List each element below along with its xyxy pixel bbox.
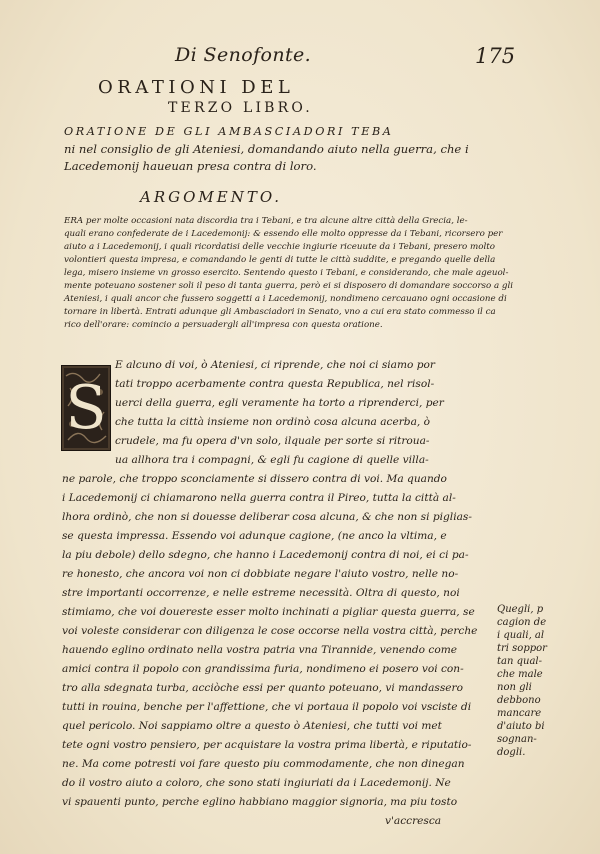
body-line: tete ogni vostro pensiero, per acquistare la vostra prima libertà, e riputatio-	[62, 739, 472, 751]
running-header: Di Senofonte.	[175, 44, 312, 66]
margin-note-line: debbono	[497, 695, 541, 706]
body-line: uerci della guerra, egli veramente ha torto a riprenderci, per	[115, 397, 444, 409]
margin-note-line: sognan-	[497, 734, 537, 745]
margin-note-line: che male	[497, 669, 543, 680]
decorated-initial	[61, 365, 111, 451]
body-line: amici contra il popolo con grandissima furia, nondimeno ei posero voi con-	[62, 663, 464, 675]
argomento-heading: ARGOMENTO.	[140, 188, 283, 206]
argomento-line: tornare in libertà. Entrati adunque gli Ambasciadori in Senato, vno a cui era stato commesso il ca	[64, 307, 496, 317]
body-line: tro alla sdegnata turba, acciòche essi per quanto poteuano, vi mandassero	[62, 682, 464, 694]
body-line: ua allhora tra i compagni, & egli fu cagione di quelle villa-	[115, 454, 429, 466]
margin-note-line: cagion de	[497, 617, 547, 628]
body-line: ne. Ma come potresti voi fare questo piu commodamente, che non dinegan	[62, 758, 465, 770]
body-line: E alcuno di voi, ò Ateniesi, ci riprende, che noi ci siamo por	[115, 359, 435, 371]
catchword: v'accresca	[385, 815, 442, 827]
margin-note-line: d'aiuto bi	[497, 721, 545, 732]
margin-note-line: tri soppor	[497, 643, 547, 654]
body-line: do il vostro aiuto a coloro, che sono stati ingiuriati da i Lacedemonij. Ne	[62, 777, 451, 789]
oration-title-line: ORATIONE DE GLI AMBASCIADORI TEBA	[64, 125, 394, 138]
body-line: lhora ordinò, che non si douesse deliberar cosa alcuna, & che non si piglias-	[62, 511, 472, 523]
body-line: vi spauenti punto, perche eglino habbiano maggior signoria, ma piu tosto	[62, 796, 458, 808]
argomento-line: aiuto a i Lacedemonij, i quali ricordatisi delle vecchie ingiurie riceuute da i Tebani, presero molto	[64, 242, 496, 252]
margin-note-line: Quegli, p	[497, 604, 544, 615]
oration-title-line: Lacedemonij haueuan presa contra di loro.	[64, 159, 317, 173]
argomento-line: lega, misero insieme vn grosso esercito. Sentendo questo i Tebani, e considerando, che male ageuol-	[64, 268, 509, 278]
drop-cap-letter: S	[65, 373, 107, 443]
body-line: ne parole, che troppo sconciamente si dissero contra di voi. Ma quando	[62, 473, 447, 485]
body-line: se questa impressa. Essendo voi adunque cagione, (ne anco la vltima, e	[62, 530, 447, 542]
body-line: tutti in rouina, benche per l'affettione, che vi portaua il popolo voi vsciste di	[62, 701, 472, 713]
argomento-line: volontieri questa impresa, e comandando le genti di tutte le città suddite, e pregando quelle della	[64, 255, 496, 265]
argomento-line: quali erano confederate de i Lacedemonij: & essendo elle molto oppresse da i Tebani, ricorsero per	[64, 229, 503, 239]
argomento-line: Ateniesi, i quali ancor che fussero soggetti a i Lacedemonij, nondimeno cercauano ogni occasione di	[64, 294, 507, 304]
page-number: 175	[475, 44, 516, 68]
body-line: quel pericolo. Noi sappiamo oltre a questo ò Ateniesi, che tutti voi met	[62, 720, 442, 732]
margin-note-line: tan qual-	[497, 656, 542, 667]
body-line: stimiamo, che voi douereste esser molto inchinati a pigliar questa guerra, se	[62, 606, 475, 618]
section-subtitle: TERZO LIBRO.	[168, 100, 313, 116]
margin-note-line: dogli.	[497, 747, 526, 758]
body-line: voi voleste considerar con diligenza le cose occorse nella vostra città, perche	[62, 625, 478, 637]
section-title: ORATIONI DEL	[98, 77, 295, 98]
oration-title-line: ni nel consiglio de gli Ateniesi, domandando aiuto nella guerra, che i	[64, 142, 469, 156]
argomento-line: rico dell'orare: comincio a persuadergli all'impresa con questa oratione.	[64, 320, 383, 330]
body-line: hauendo eglino ordinato nella vostra patria vna Tirannide, venendo come	[62, 644, 458, 656]
margin-note-line: mancare	[497, 708, 542, 719]
body-line: che tutta la città insieme non ordinò cosa alcuna acerba, ò	[115, 416, 431, 428]
body-line: i Lacedemonij ci chiamarono nella guerra contra il Pireo, tutta la città al-	[62, 492, 456, 504]
margin-note-line: i quali, al	[497, 630, 545, 641]
body-line: la piu debole) dello sdegno, che hanno i Lacedemonij contra di noi, ei ci pa-	[62, 549, 469, 561]
argomento-line: mente poteuano sostener soli il peso di tanta guerra, però ei si disposero di domandare soccorso a gli	[64, 281, 514, 291]
body-line: tati troppo acerbamente contra questa Republica, nel risol-	[115, 378, 435, 390]
body-line: re honesto, che ancora voi non ci dobbiate negare l'aiuto vostro, nelle no-	[62, 568, 459, 580]
body-line: crudele, ma fu opera d'vn solo, ilquale per sorte si ritroua-	[115, 435, 430, 447]
body-line: stre importanti occorrenze, e nelle estreme necessità. Oltra di questo, noi	[62, 587, 460, 599]
margin-note-line: non gli	[497, 682, 532, 693]
argomento-line: ERA per molte occasioni nata discordia tra i Tebani, e tra alcune altre città della Grecia, le-	[64, 216, 468, 226]
